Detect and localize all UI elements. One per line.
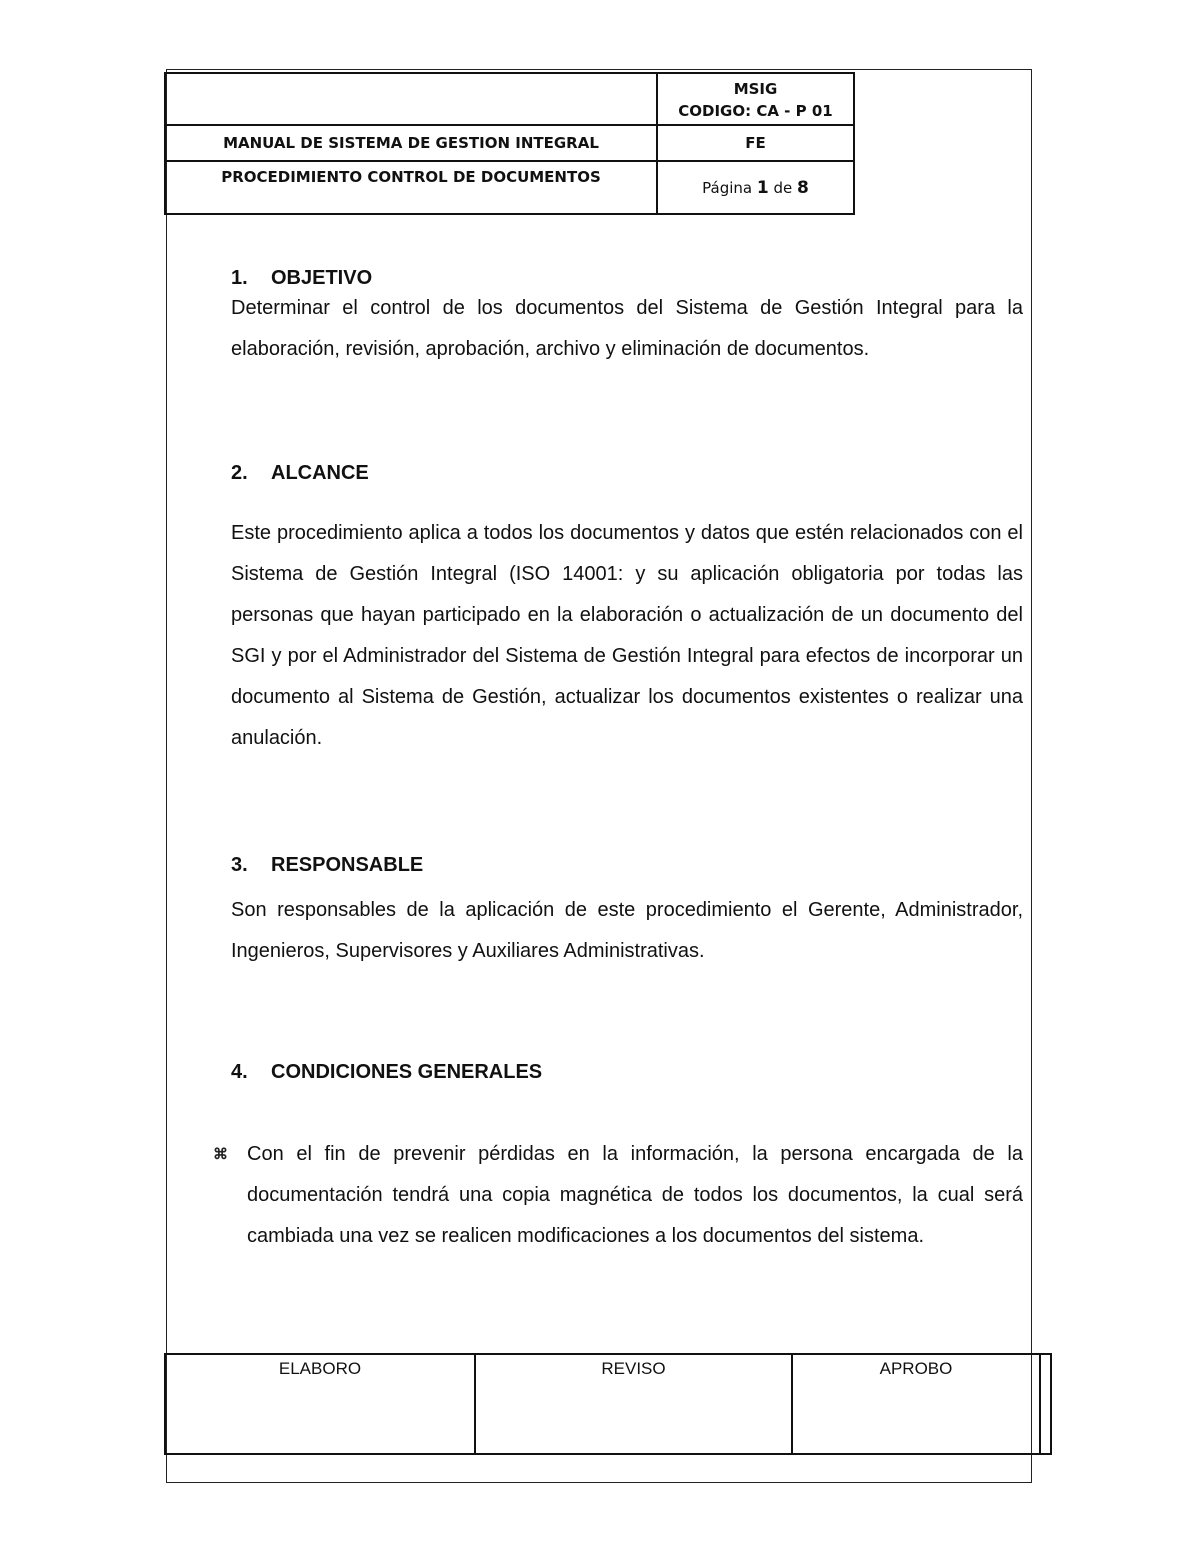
section-number: 3. <box>231 854 248 876</box>
elaboro-cell <box>165 1354 475 1454</box>
signature-table <box>164 1353 1052 1455</box>
aprobo-label: APROBO <box>879 1359 953 1378</box>
section-heading <box>231 851 1023 879</box>
aprobo-cell <box>792 1354 1040 1454</box>
page-of: de <box>773 178 793 197</box>
page-word: Página <box>702 178 753 197</box>
section-condiciones <box>231 1058 1023 1086</box>
system-code: MSIG <box>733 80 778 98</box>
section-title: RESPONSABLE <box>271 854 424 876</box>
section-title: ALCANCE <box>271 462 369 484</box>
section-heading <box>231 459 1023 487</box>
section-text: Son responsables de la aplicación de este procedimiento el Gerente, Administrador, Ingenieros, Supervisores y Auxiliares Administrativas. <box>231 899 1023 962</box>
bullet-mark-icon: ⌘ <box>213 1146 228 1163</box>
section-objetivo <box>231 264 1023 370</box>
reviso-cell <box>475 1354 792 1454</box>
section-title: CONDICIONES GENERALES <box>271 1061 543 1083</box>
elaboro-label: ELABORO <box>278 1359 362 1378</box>
section-number: 4. <box>231 1061 248 1083</box>
page-number: 1 <box>756 177 769 198</box>
document-header-table <box>164 72 855 215</box>
document-code-cell <box>657 73 854 125</box>
section-text: Determinar el control de los documentos del Sistema de Gestión Integral para la elaboración, revisión, aprobación, archivo y eliminación de documentos. <box>231 297 1023 360</box>
section-alcance <box>231 459 1023 759</box>
section-title: OBJETIVO <box>271 267 373 289</box>
procedure-title: PROCEDIMIENTO CONTROL DE DOCUMENTOS <box>165 161 657 214</box>
page-indicator <box>657 161 854 214</box>
list-item <box>213 1134 1023 1257</box>
section-text: Este procedimiento aplica a todos los documentos y datos que estén relacionados con el Sistema de Gestión Integral (ISO 14001: y su aplicación obligatoria por todas las personas que hayan participado en la elaboración o actualización de un documento del SGI y por el Administrador del Sistema de Gestión Integral para efectos de incorporar un documento al Sistema de Gestión, actualizar los documentos existentes o realizar una anulación. <box>231 522 1023 749</box>
section-heading <box>231 1058 1023 1086</box>
section-number: 2. <box>231 462 248 484</box>
reviso-label: REVISO <box>601 1359 666 1378</box>
page-total: 8 <box>797 177 809 198</box>
section-responsable <box>231 851 1023 972</box>
fe-label: FE <box>657 125 854 161</box>
footer-blank-cell <box>1040 1354 1051 1454</box>
header-blank-cell <box>165 73 657 125</box>
section-number: 1. <box>231 267 248 289</box>
bullet-text: Con el fin de prevenir pérdidas en la información, la persona encargada de la documentación tendrá una copia magnética de todos los documentos, la cual será cambiada una vez se realicen modificaciones a los documentos del sistema. <box>247 1143 1023 1247</box>
manual-title: MANUAL DE SISTEMA DE GESTION INTEGRAL <box>165 125 657 161</box>
document-code: CODIGO: CA - P 01 <box>678 102 833 120</box>
